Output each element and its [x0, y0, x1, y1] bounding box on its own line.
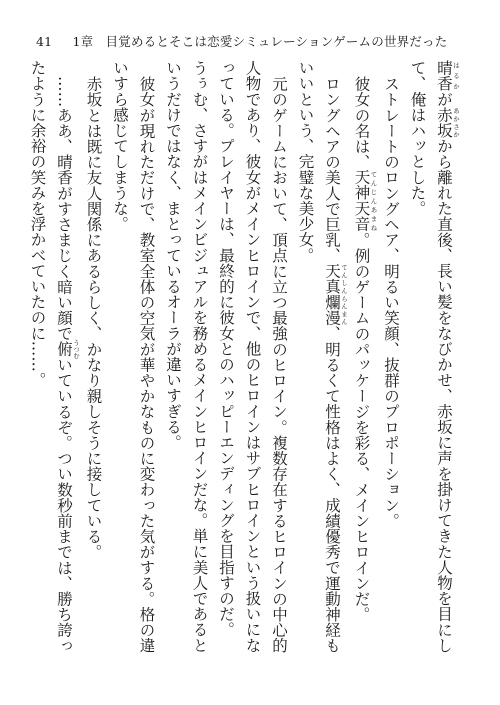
paragraph-7: 彼女が現れただけで、教室全体の空気が華やかなものに変わった気がする。格の違いすら感じてしまうな。 — [111, 60, 156, 653]
chapter-label: 1章 — [72, 34, 94, 49]
ruby-utsumu: 俯 うつむ — [55, 338, 80, 359]
paragraph-8: 赤坂とは既に友人関係にあるらしく、かなり親しそうに接している。 — [84, 75, 103, 560]
chapter-title: 目覚めるとそこは恋愛シミュレーションゲームの世界だった — [105, 34, 448, 49]
paragraph-3: 彼女の名は、天神天音 てんじんあまね。例のゲームのパッケージを彩る、メインヒロインだ。 — [352, 75, 378, 622]
page-number: 41 — [36, 34, 53, 49]
ruby-akasaka: 赤坂 あかさか — [435, 106, 460, 139]
paragraph-2: ストレートのロングヘア、明るい笑顔、抜群のプロポーション。 — [382, 75, 400, 528]
novel-body-text — [28, 60, 460, 660]
running-header — [36, 32, 476, 50]
ruby-tenjin-amane: 天神天音 てんじんあまね — [352, 169, 378, 232]
paragraph-1: 晴香 はるかが赤坂 あかさかから離れた直後、長い髪をなびかせ、赤坂に声を掛けてきた人物を目にして、俺はハッとした。 — [408, 60, 460, 653]
ruby-haruka: 晴香 はるか — [435, 60, 460, 92]
ruby-tenshin-ranman: 天真爛漫 てんしんらんまん — [323, 262, 348, 326]
paragraph-6: うぅむ、さすがはメインビジュアルを務めるメインヒロインだな。単に美人であるというだけではなく、まとっているオーラが違いすぎる。 — [164, 60, 209, 653]
paragraph-9: ……ああ、晴香がすさまじく暗い顔で俯 うつむいているぞ。つい数秒前までは、勝ち誇ったように余裕の笑みを浮かべていたのに……。 — [28, 60, 80, 653]
paragraph-4: ロングヘアの美人で巨乳、天真爛漫 てんしんらんまん、明るくて性格はよく、成績優秀で運動神経もいいという、完璧な美少女。 — [296, 60, 348, 653]
paragraph-5: 元のゲームにおいて、頂点に立つ最強のヒロイン。複数存在するヒロインの中心的人物であり、彼女がメインヒロインで、他のヒロインはサブヒロインという扱いになっている。プレイヤーは、最終的に彼女とのハッピーエンディングを目指すのだ。 — [217, 60, 288, 653]
